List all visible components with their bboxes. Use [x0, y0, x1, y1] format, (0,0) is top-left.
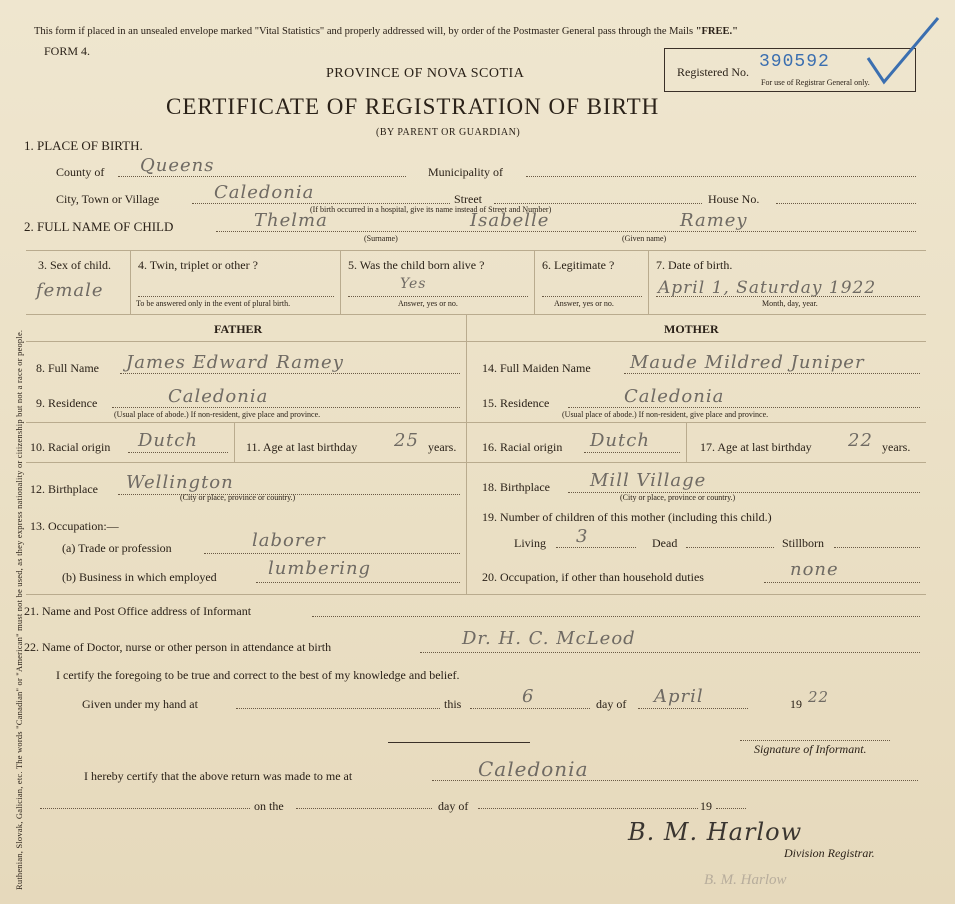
- mother-residence-value: Caledonia: [624, 386, 725, 407]
- hospital-note: (If birth occurred in a hospital, give its name instead of Street and Number): [310, 205, 552, 214]
- mother-birthplace-label: 18. Birthplace: [482, 480, 550, 494]
- father-birth-note: (City or place, province or country.): [180, 493, 296, 502]
- given-under-label: Given under my hand at: [82, 697, 198, 711]
- certify-text: I certify the foregoing to be true and correct to the best of my knowledge and belief.: [56, 668, 460, 682]
- child-first-name: Thelma: [254, 210, 328, 231]
- mother-occupation-label: 20. Occupation, if other than household duties: [482, 570, 704, 584]
- date-value: April 1, Saturday 1922: [658, 278, 877, 298]
- mother-birthplace-value: Mill Village: [590, 470, 707, 491]
- division-registrar-caption: Division Registrar.: [784, 846, 875, 860]
- free-label: "FREE.": [695, 26, 738, 37]
- registered-number: 390592: [759, 52, 830, 72]
- legitimate-label: 6. Legitimate ?: [542, 258, 615, 272]
- street-label: Street: [454, 192, 482, 206]
- father-residence-label: 9. Residence: [36, 396, 98, 410]
- year-prefix-2: 19: [700, 799, 712, 813]
- hereby-place-value: Caledonia: [478, 757, 589, 781]
- mother-abode-note: (Usual place of abode.) If non-resident, give place and province.: [562, 410, 769, 419]
- given-caption: (Given name): [622, 234, 667, 243]
- business-value: lumbering: [268, 558, 372, 579]
- children-label: 19. Number of children of this mother (including this child.): [482, 510, 772, 524]
- mother-heading: MOTHER: [664, 322, 719, 336]
- province-heading: PROVINCE OF NOVA SCOTIA: [326, 66, 525, 81]
- certificate-subtitle: (BY PARENT OR GUARDIAN): [376, 127, 521, 138]
- informant-label: 21. Name and Post Office address of Informant: [24, 604, 252, 618]
- dead-label: Dead: [652, 536, 678, 550]
- child-surname: Ramey: [680, 210, 748, 231]
- father-race-label: 10. Racial origin: [30, 440, 111, 454]
- alive-value: Yes: [400, 276, 427, 292]
- stillborn-label: Stillborn: [782, 536, 825, 550]
- check-mark-icon: [862, 14, 942, 94]
- father-years-label: years.: [428, 440, 457, 454]
- registrar-signature: B. M. Harlow: [628, 818, 803, 846]
- city-label: City, Town or Village: [56, 192, 160, 206]
- trade-label: (a) Trade or profession: [62, 541, 172, 555]
- date-label: 7. Date of birth.: [656, 258, 733, 272]
- living-value: 3: [576, 526, 589, 547]
- father-age-value: 25: [394, 430, 419, 451]
- alive-label: 5. Was the child born alive ?: [348, 258, 485, 272]
- mailing-notice: This form if placed in an unsealed envelope marked "Vital Statistics" and properly addressed will, by order of the Postmaster General pass through the Mails "FREE.": [34, 26, 738, 37]
- father-heading: FATHER: [214, 322, 263, 336]
- day-value: 6: [522, 686, 535, 707]
- place-of-birth-heading: 1. PLACE OF BIRTH.: [24, 138, 143, 153]
- date-note: Month, day, year.: [762, 299, 818, 308]
- living-label: Living: [514, 536, 546, 550]
- margin-note: Ruthenian, Slovak, Galician, etc. The words "Canadian" or "American" must not be used, as they express nationality or citizenship but not a race or people.: [14, 329, 24, 890]
- county-label: County of: [56, 165, 105, 179]
- father-birthplace-label: 12. Birthplace: [30, 482, 98, 496]
- house-label: House No.: [708, 192, 760, 206]
- on-the-label: on the: [254, 799, 284, 813]
- doctor-value: Dr. H. C. McLeod: [462, 628, 636, 649]
- city-value: Caledonia: [214, 182, 315, 203]
- municipality-label: Municipality of: [428, 165, 503, 179]
- this-label: this: [444, 697, 462, 711]
- mother-age-label: 17. Age at last birthday: [700, 440, 812, 454]
- registrar-stamp: B. M. Harlow: [704, 872, 787, 888]
- mother-name-value: Maude Mildred Juniper: [630, 352, 865, 373]
- father-name-value: James Edward Ramey: [126, 352, 344, 373]
- father-name-label: 8. Full Name: [36, 361, 99, 375]
- twin-note: To be answered only in the event of plural birth.: [136, 299, 291, 308]
- mother-years-label: years.: [882, 440, 911, 454]
- day-of-label: day of: [596, 697, 627, 711]
- trade-value: laborer: [252, 530, 326, 551]
- child-middle-name: Isabelle: [470, 210, 550, 231]
- informant-signature-caption: Signature of Informant.: [754, 742, 867, 756]
- surname-caption: (Surname): [364, 234, 398, 243]
- certificate-title: CERTIFICATE OF REGISTRATION OF BIRTH: [166, 94, 660, 119]
- father-age-label: 11. Age at last birthday: [246, 440, 358, 454]
- mother-name-label: 14. Full Maiden Name: [482, 361, 591, 375]
- mother-birth-note: (City or place, province or country.): [620, 493, 736, 502]
- alive-note: Answer, yes or no.: [398, 299, 458, 308]
- year-prefix: 19: [790, 697, 802, 711]
- mother-occupation-value: none: [790, 559, 839, 580]
- father-birthplace-value: Wellington: [126, 472, 234, 493]
- business-label: (b) Business in which employed: [62, 570, 217, 584]
- child-name-label: 2. FULL NAME OF CHILD: [24, 219, 174, 234]
- sex-value: female: [36, 280, 104, 301]
- father-race-value: Dutch: [138, 430, 198, 451]
- year-value: 22: [808, 688, 830, 706]
- county-value: Queens: [140, 155, 215, 176]
- father-abode-note: (Usual place of abode.) If non-resident, give place and province.: [114, 410, 321, 419]
- twin-label: 4. Twin, triplet or other ?: [138, 258, 258, 272]
- sex-label: 3. Sex of child.: [38, 258, 111, 272]
- registered-label: Registered No.: [677, 65, 749, 79]
- doctor-label: 22. Name of Doctor, nurse or other person in attendance at birth: [24, 640, 332, 654]
- mother-residence-label: 15. Residence: [482, 396, 550, 410]
- month-value: April: [654, 686, 704, 707]
- hereby-text: I hereby certify that the above return was made to me at: [84, 769, 353, 783]
- father-residence-value: Caledonia: [168, 386, 269, 407]
- mother-race-label: 16. Racial origin: [482, 440, 563, 454]
- day-of-label-2: day of: [438, 799, 469, 813]
- occupation-label: 13. Occupation:—: [30, 519, 119, 533]
- mother-age-value: 22: [848, 430, 873, 451]
- legitimate-note: Answer, yes or no.: [554, 299, 614, 308]
- mother-race-value: Dutch: [590, 430, 650, 451]
- form-number: FORM 4.: [44, 44, 91, 58]
- registrar-use-note: For use of Registrar General only.: [761, 78, 870, 87]
